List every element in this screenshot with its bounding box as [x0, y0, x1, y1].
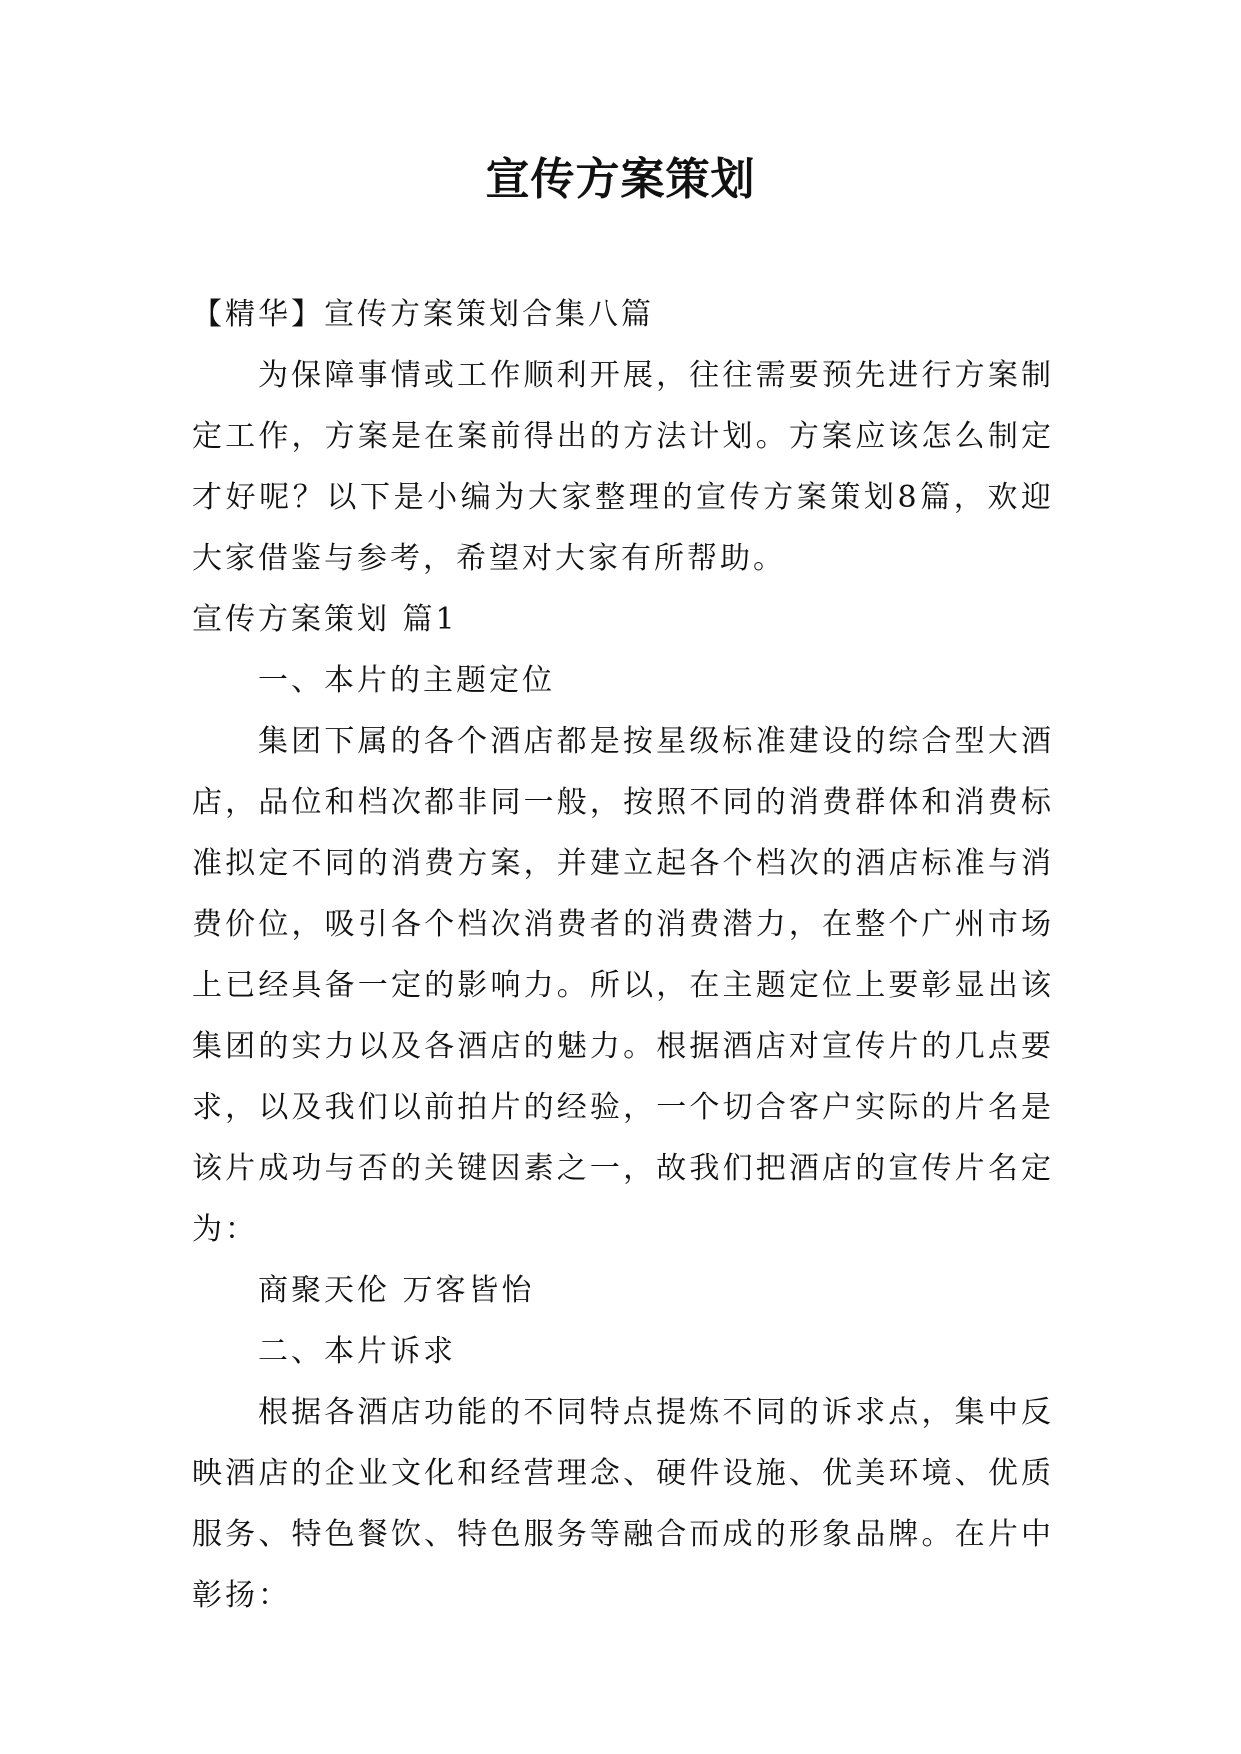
- appeal-paragraph: 根据各酒店功能的不同特点提炼不同的诉求点，集中反映酒店的企业文化和经营理念、硬件设施、优美环境、优质服务、特色餐饮、特色服务等融合而成的形象品牌。在片中彰扬：: [192, 1395, 1054, 1613]
- intro-paragraph: 为保障事情或工作顺利开展，往往需要预先进行方案制定工作，方案是在案前得出的方法计划。方案应该怎么制定才好呢？以下是小编为大家整理的宣传方案策划8篇，欢迎大家借鉴与参考，希望对大家有所帮助。: [192, 358, 1054, 576]
- subheading-appeal: 二、本片诉求: [258, 1334, 456, 1369]
- subheading-theme: 一、本片的主题定位: [258, 663, 555, 698]
- film-slogan: 商聚天伦 万客皆怡: [258, 1273, 535, 1308]
- theme-paragraph: 集团下属的各个酒店都是按星级标准建设的综合型大酒店，品位和档次都非同一般，按照不同的消费群体和消费标准拟定不同的消费方案，并建立起各个档次的酒店标准与消费价位，吸引各个档次消费者的消费潜力，在整个广州市场上已经具备一定的影响力。所以，在主题定位上要彰显出该集团的实力以及各酒店的魅力。根据酒店对宣传片的几点要求，以及我们以前拍片的经验，一个切合客户实际的片名是该片成功与否的关键因素之一，故我们把酒店的宣传片名定为：: [192, 724, 1054, 1247]
- document-title: 宣传方案策划: [485, 154, 756, 205]
- section-heading: 宣传方案策划 篇1: [192, 602, 458, 637]
- collection-heading: 【精华】宣传方案策划合集八篇: [192, 297, 654, 332]
- document-body: [192, 284, 1054, 1626]
